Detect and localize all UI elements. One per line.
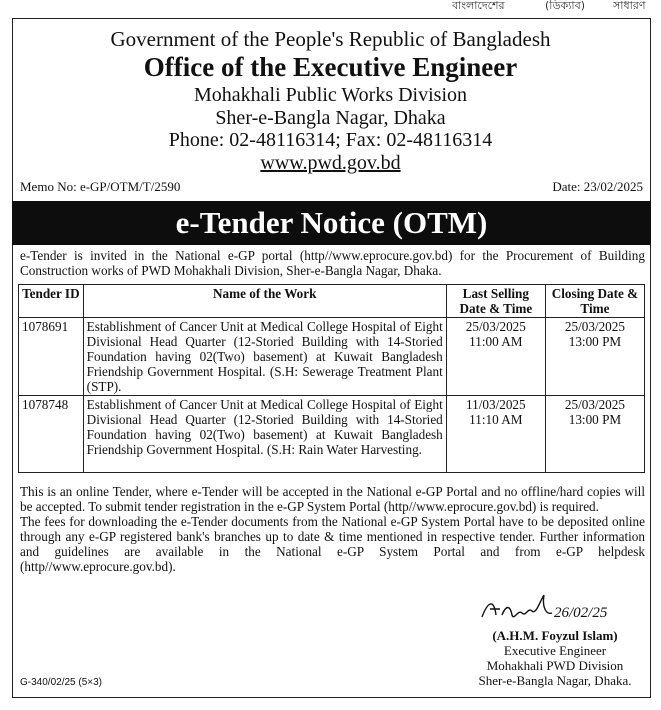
phone-fax-line: Phone: 02-48116314; Fax: 02-48116314 bbox=[168, 129, 493, 151]
work-name-cell: Establishment of Cancer Unit at Medical College Hospital of Eight Divisional Head Quarter (12-Storied Building with 14-Storied Foundation having 02(Two) basement) at Kuwait Bangladesh Friendship Government Hospital. (S.H: Sewerage Treatment Plant (STP). bbox=[83, 318, 446, 396]
signatory-title: Executive Engineer bbox=[503, 643, 607, 658]
last-selling-date: 25/03/2025 bbox=[465, 319, 526, 334]
tender-id-cell: 1078748 bbox=[19, 396, 84, 473]
last-selling-time: 11:00 AM bbox=[469, 334, 523, 349]
notice-banner: e-Tender Notice (OTM) bbox=[12, 201, 651, 245]
closing-date: 25/03/2025 bbox=[564, 397, 625, 412]
top-strip bbox=[0, 0, 661, 12]
memo-date: Date: 23/02/2025 bbox=[552, 179, 643, 194]
signatory-division: Mohakhali PWD Division bbox=[486, 658, 624, 673]
address-line: Sher-e-Bangla Nagar, Dhaka bbox=[215, 107, 446, 129]
closing-date: 25/03/2025 bbox=[564, 319, 625, 334]
signatory-name: (A.H.M. Foyzul Islam) bbox=[492, 628, 618, 643]
header-closing: Closing Date & Time bbox=[545, 285, 644, 318]
signature-scribble bbox=[478, 591, 638, 627]
closing-cell bbox=[545, 396, 644, 473]
top-strip-middle: (ডিক্যাব) bbox=[545, 0, 586, 12]
last-selling-date: 11/03/2025 bbox=[466, 397, 526, 412]
signatory-address: Sher-e-Bangla Nagar, Dhaka. bbox=[478, 673, 632, 688]
svg-text:26/02/25: 26/02/25 bbox=[554, 605, 608, 621]
footer-paragraph-online: This is an online Tender, where e-Tender will be accepted in the National e-GP Portal and no offline/hard copies will be accepted. To submit tender registration in the e-GP System Portal (http//www.eprocure.gov.bd) is required. bbox=[20, 484, 645, 514]
top-strip-right: সাধারণ bbox=[613, 0, 646, 12]
handwritten-signature bbox=[478, 591, 638, 632]
closing-time: 13:00 PM bbox=[568, 412, 622, 427]
division-line: Mohakhali Public Works Division bbox=[193, 84, 468, 106]
intro-paragraph: e-Tender is invited in the National e-GP portal (http//www.eprocure.gov.bd) for the Procurement of Building Construction works of PWD Mohakhali Division, Sher-e-Bangla Nagar, Dhaka. bbox=[20, 248, 645, 278]
memo-number: Memo No: e-GP/OTM/T/2590 bbox=[20, 179, 181, 194]
last-selling-time: 11:10 AM bbox=[469, 412, 523, 427]
header-last-selling: Last Selling Date & Time bbox=[446, 285, 545, 318]
footer-text bbox=[20, 484, 645, 574]
closing-time: 13:00 PM bbox=[568, 334, 622, 349]
top-strip-left: বাংলাদেশের bbox=[452, 0, 505, 12]
table-header-row bbox=[19, 285, 645, 318]
footer-paragraph-fees: The fees for downloading the e-Tender documents from the National e-GP System Portal have to be deposited online through any e-GP registered bank's branches up to date & time mentioned in respective tender. Further information and guidelines are available in the National e-GP System Portal and from e-GP helpdesk (http//www.eprocure.gov.bd). bbox=[20, 514, 645, 574]
reference-code: G-340/02/25 (5×3) bbox=[20, 677, 102, 688]
closing-cell bbox=[545, 318, 644, 396]
table-row bbox=[19, 396, 645, 473]
work-name-cell: Establishment of Cancer Unit at Medical College Hospital of Eight Divisional Head Quarter (12-Storied Building with 14-Storied Foundation having 02(Two) basement) at Kuwait Bangladesh Friendship Government Hospital. (S.H: Rain Water Harvesting. bbox=[83, 396, 446, 473]
table-row bbox=[19, 318, 645, 396]
last-selling-cell bbox=[446, 318, 545, 396]
website-link[interactable]: www.pwd.gov.bd bbox=[260, 152, 401, 174]
office-title: Office of the Executive Engineer bbox=[143, 52, 518, 82]
tender-table bbox=[18, 284, 645, 473]
header-name-of-work: Name of the Work bbox=[83, 285, 446, 318]
government-line: Government of the People's Republic of Bangladesh bbox=[110, 27, 551, 51]
header-tender-id: Tender ID bbox=[19, 285, 84, 318]
last-selling-cell bbox=[446, 396, 545, 473]
tender-id-cell: 1078691 bbox=[19, 318, 84, 396]
